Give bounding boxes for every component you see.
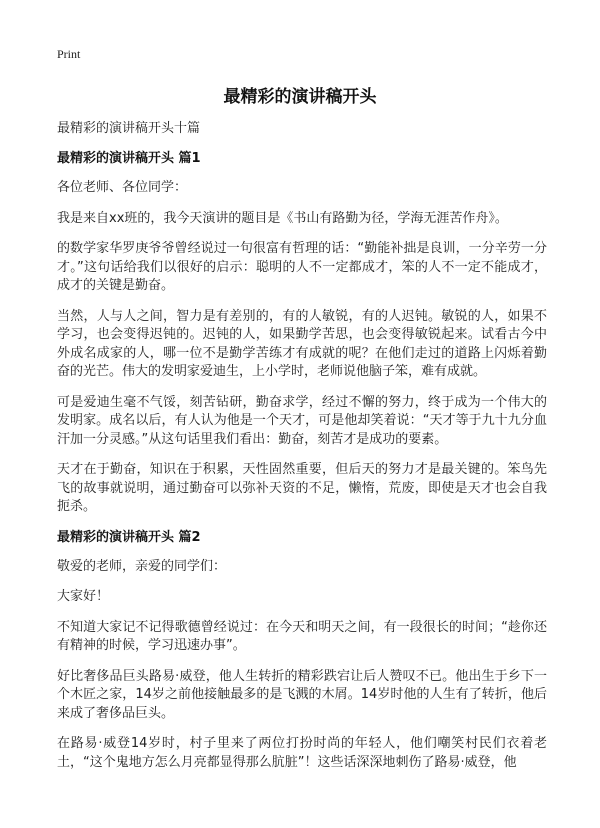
paragraph: 的数学家华罗庚爷爷曾经说过一句很富有哲理的话：“勤能补拙是良训，一分辛劳一分才。”这句话给我们以很好的启示：聪明的人不一定都成才，笨的人不一定不能成才，成才的关键是勤奋。	[57, 241, 547, 293]
document-body	[57, 120, 547, 784]
paragraph: 可是爱迪生毫不气馁，刻苦钻研，勤奋求学，经过不懈的努力，终于成为一个伟大的发明家。成名以后，有人认为他是一个天才，可是他却笑着说：“天才等于九十九分血汗加一分灵感。”从这句话里我们看出：勤奋，刻苦才是成功的要素。	[57, 394, 547, 447]
paragraph: 当然，人与人之间，智力是有差别的，有的人敏锐，有的人迟钝。敏锐的人，如果不学习，也会变得迟钝的。迟钝的人，如果勤学苦思，也会变得敏锐起来。试看古今中外成名成家的人，哪一位不是勤学苦练才有成就的呢？在他们走过的道路上闪烁着勤奋的光芒。伟大的发明家爱迪生，上小学时，老师说他脑子笨，难有成就。	[57, 308, 547, 379]
paragraph: 各位老师、各位同学：	[57, 180, 188, 195]
paragraph: 在路易·威登14岁时，村子里来了两位打扮时尚的年轻人，他们嘲笑村民们衣着老土，“这个鬼地方怎么月亮都显得那么肮脏”！这些话深深地刺伤了路易·威登，他	[57, 736, 547, 770]
section-heading-1: 最精彩的演讲稿开头 篇1	[57, 151, 201, 166]
paragraph: 天才在于勤奋，知识在于积累，天性固然重要，但后天的努力才是最关键的。笨鸟先飞的故事就说明，通过勤奋可以弥补天资的不足，懒惰，荒废，即使是天才也会自我扼杀。	[57, 462, 547, 514]
paragraph: 大家好！	[57, 589, 110, 604]
print-label: Print	[57, 47, 81, 61]
paragraph: 不知道大家记不记得歌德曾经说过：在今天和明天之间，有一段很长的时间；“趁你还有精神的时候，学习迅速办事”。	[57, 619, 547, 653]
document-subtitle: 最精彩的演讲稿开头十篇	[57, 121, 201, 136]
paragraph: 敬爱的老师，亲爱的同学们：	[57, 558, 227, 574]
section-heading-2: 最精彩的演讲稿开头 篇2	[57, 529, 201, 545]
document-title: 最精彩的演讲稿开头	[223, 87, 377, 107]
paragraph: 我是来自xx班的，我今天演讲的题目是《书山有路勤为径，学海无涯苦作舟》。	[57, 210, 508, 226]
paragraph: 好比奢侈品巨头路易·威登，他人生转折的精彩跌宕让后人赞叹不已。他出生于乡下一个木匠之家，14岁之前他接触最多的是飞溅的木屑。14岁时他的人生有了转折，他后来成了奢侈品巨头。	[57, 668, 547, 721]
